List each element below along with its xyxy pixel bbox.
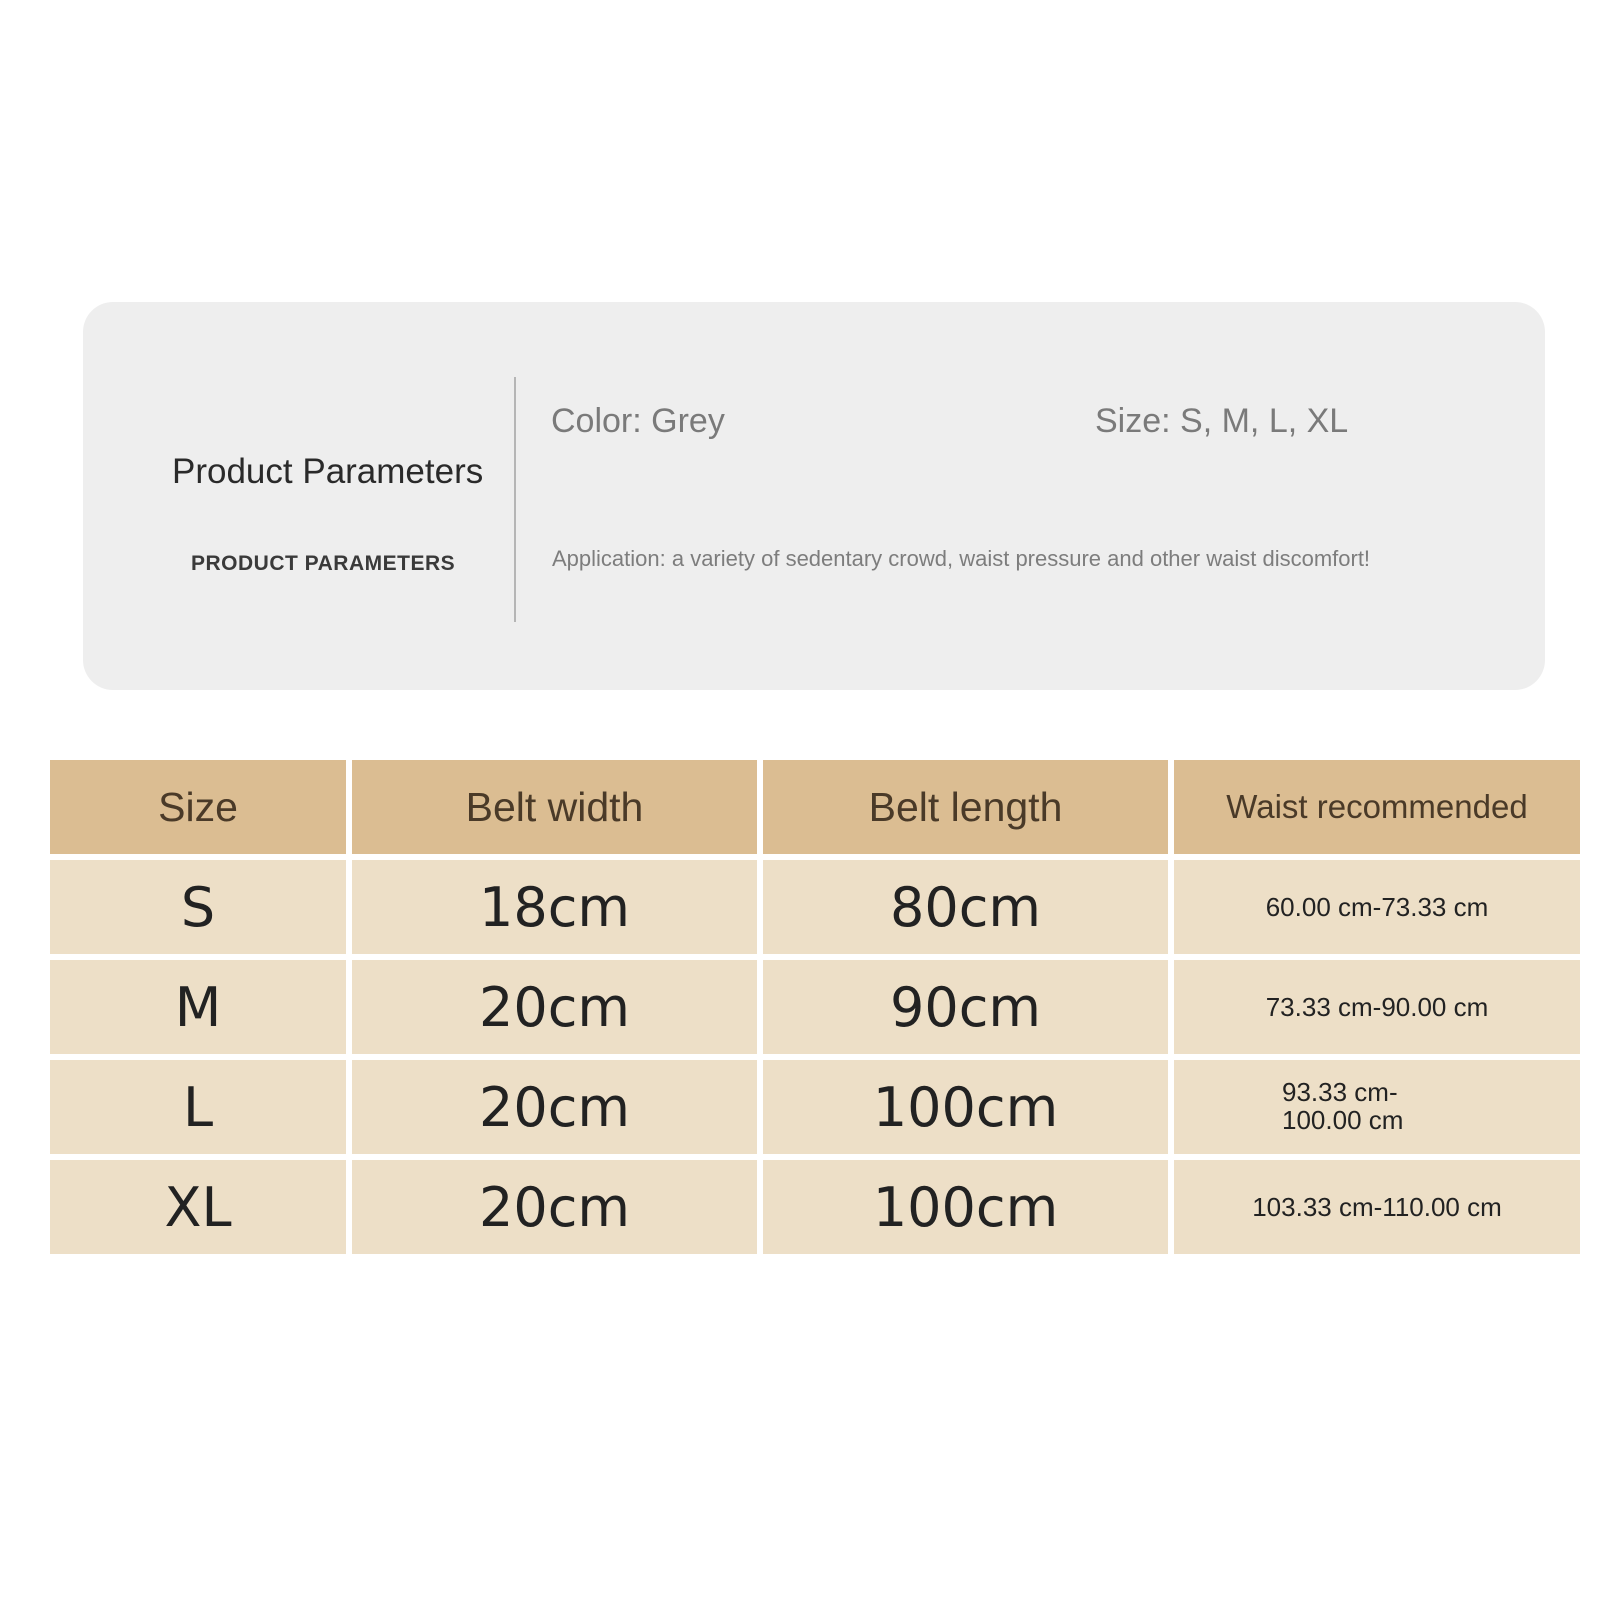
table-header-row [50, 760, 1580, 854]
header-belt-length: Belt length [763, 760, 1168, 854]
belt-length-cell: 100cm [763, 1060, 1168, 1154]
waist-cell [1174, 960, 1580, 1054]
waist-cell [1174, 1160, 1580, 1254]
size-cell: L [50, 1060, 346, 1154]
belt-width-cell: 20cm [352, 1160, 757, 1254]
product-parameters-subtitle: PRODUCT PARAMETERS [191, 552, 456, 575]
belt-length-cell: 100cm [763, 1160, 1168, 1254]
size-cell: M [50, 960, 346, 1054]
size-parameter: Size: S, M, L, XL [1095, 402, 1349, 440]
application-parameter: Application: a variety of sedentary crowd, waist pressure and other waist discomfort! [552, 546, 1371, 571]
table-row [50, 1160, 1580, 1254]
product-parameters-card [83, 302, 1545, 690]
belt-width-cell: 20cm [352, 960, 757, 1054]
belt-length-cell: 80cm [763, 860, 1168, 954]
table-row [50, 860, 1580, 954]
size-cell: XL [50, 1160, 346, 1254]
waist-value: 73.33 cm-90.00 cm [1265, 991, 1489, 1022]
belt-width-cell: 18cm [352, 860, 757, 954]
belt-width-cell: 20cm [352, 1060, 757, 1154]
vertical-divider [514, 377, 516, 622]
waist-cell [1174, 1060, 1580, 1154]
header-waist-recommended: Waist recommended [1174, 760, 1580, 854]
size-table [44, 754, 1586, 1260]
size-cell: S [50, 860, 346, 954]
waist-value: 60.00 cm-73.33 cm [1265, 891, 1489, 922]
table-row [50, 1060, 1580, 1154]
table-row [50, 960, 1580, 1054]
waist-value: 103.33 cm-110.00 cm [1252, 1191, 1502, 1222]
header-belt-width: Belt width [352, 760, 757, 854]
color-parameter: Color: Grey [551, 402, 725, 440]
belt-length-cell: 90cm [763, 960, 1168, 1054]
waist-cell [1174, 860, 1580, 954]
product-parameters-title: Product Parameters [172, 452, 484, 491]
header-size: Size [50, 760, 346, 854]
waist-value: 93.33 cm-100.00 cm [1282, 1076, 1404, 1136]
